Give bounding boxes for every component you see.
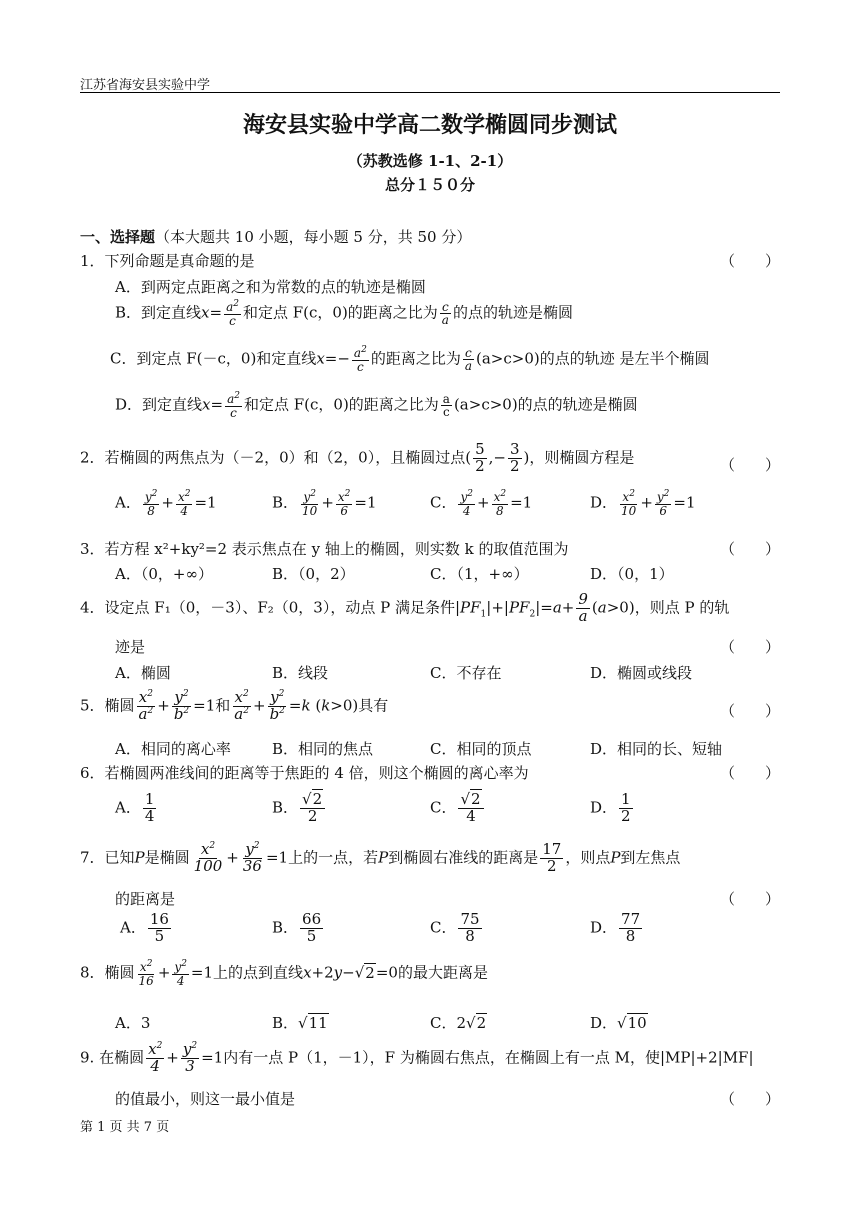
q3-option-d: D．（0，1） — [590, 565, 674, 583]
page-title: 海安县实验中学高二数学椭圆同步测试 — [242, 112, 617, 138]
page-footer: 第 1 页 共 7 页 — [80, 1120, 170, 1135]
q3-option-b: B．（0，2） — [272, 565, 355, 583]
q6-answer-paren[interactable]: （ ） — [720, 764, 781, 782]
q1-option-a: A．到两定点距离之和为常数的点的轨迹是椭圆 — [115, 278, 426, 296]
q1-stem: 1．下列命题是真命题的是 — [80, 252, 255, 270]
q2-option-c: C． $\frac{y^2}{4}$ + $\frac{x^2}{8}$ =1 — [430, 489, 533, 518]
q2-answer-paren[interactable]: （ ） — [720, 456, 781, 474]
header-rule — [80, 92, 780, 93]
q7-stem: 7．已知P是椭圆 $\frac{x^2}{100}$ + $\frac{y^2}{36}$ =1上的一点，若P到椭圆右准线的距离是 $\frac{17}{2}$ ，则点P到左焦点 — [80, 840, 681, 875]
q3-stem: 3．若方程 x²+ky²=2 表示焦点在 y 轴上的椭圆，则实数 k 的取值范围为 — [80, 540, 569, 558]
subtitle-course: （苏教选修 1-1、2-1） — [347, 152, 513, 170]
q6-option-c: C． $\frac{√2}{4}$ — [430, 792, 486, 825]
q1-option-c: C．到定点 F(－c，0)和定直线x=− $\frac{a^2}{c}$ 的距离之比为 $\frac{c}{a}$ (a>c>0)的点的轨迹 是左半个椭圆 — [110, 345, 710, 374]
q5-option-b: B．相同的焦点 — [272, 740, 374, 758]
q3-option-a: A．（0，+∞） — [115, 565, 213, 583]
q4-stem-cont: 迹是 — [115, 638, 146, 656]
q9-stem: 9. 在椭圆 $\frac{x^2}{4}$ + $\frac{y^2}{3}$ =1内有一点 P（1，－1），F 为椭圆右焦点，在椭圆上有一点 M，使|MP|+2|MF| — [80, 1040, 754, 1075]
q6-option-b: B． $\frac{√2}{2}$ — [272, 792, 327, 825]
q1-option-b: B．到定直线x= $\frac{a^2}{c}$ 和定点 F(c，0)的距离之比为 $\frac{c}{a}$ 的点的轨迹是椭圆 — [115, 299, 573, 328]
q5-option-a: A．相同的离心率 — [115, 740, 231, 758]
q2-option-d: D． $\frac{x^2}{10}$ + $\frac{y^2}{6}$ =1 — [590, 489, 696, 518]
q4-stem: 4．设定点 F₁（0，－3）、F₂（0，3），动点 P 满足条件$|PF_1|+|PF_2|=a+$ $\frac{9}{a}$ (a>0)，则点 P 的轨 — [80, 590, 730, 625]
q8-option-a: A．3 — [115, 1014, 151, 1032]
q8-option-b: B．√11 — [272, 1014, 328, 1032]
section-heading: 一、选择题（本大题共 10 小题，每小题 5 分，共 50 分） — [80, 228, 472, 246]
q5-answer-paren[interactable]: （ ） — [720, 702, 781, 720]
q5-stem: 5．椭圆 $\frac{x^2}{a^2}$ + $\frac{y^2}{b^2}$ =1和 $\frac{x^2}{a^2}$ + $\frac{y^2}{b^2}$ =k (k>0)具有 — [80, 688, 389, 723]
q2-option-b: B． $\frac{y^2}{10}$ + $\frac{x^2}{6}$ =1 — [272, 489, 377, 518]
header-school: 江苏省海安县实验中学 — [80, 78, 211, 93]
q4-answer-paren[interactable]: （ ） — [720, 638, 781, 656]
subtitle-score: 总分１５０分 — [384, 176, 475, 194]
q7-option-d: D． $\frac{77}{8}$ — [590, 910, 641, 945]
q3-answer-paren[interactable]: （ ） — [720, 540, 781, 558]
q1-answer-paren[interactable]: （ ） — [720, 252, 781, 270]
q1-option-d: D．到定直线x= $\frac{a^2}{c}$ 和定点 F(c，0)的距离之比为 $\frac{a}{c}$ (a>c>0)的点的轨迹是椭圆 — [115, 391, 638, 420]
q7-option-c: C． $\frac{75}{8}$ — [430, 910, 480, 945]
q2-option-a: A． $\frac{y^2}{8}$ + $\frac{x^2}{4}$ =1 — [115, 489, 217, 518]
q6-option-d: D． $\frac{1}{2}$ — [590, 790, 631, 825]
q7-stem-cont: 的距离是 — [115, 890, 176, 908]
q8-option-c: C．2√2 — [430, 1014, 487, 1032]
q4-option-b: B．线段 — [272, 664, 329, 682]
q9-stem-cont: 的值最小，则这一最小值是 — [115, 1090, 296, 1108]
q8-option-d: D．√10 — [590, 1014, 647, 1032]
q3-option-c: C．（1，+∞） — [430, 565, 529, 583]
q7-option-b: B． $\frac{66}{5}$ — [272, 910, 322, 945]
q6-option-a: A． $\frac{1}{4}$ — [115, 790, 155, 825]
q5-option-c: C．相同的顶点 — [430, 740, 532, 758]
q7-answer-paren[interactable]: （ ） — [720, 890, 781, 908]
q4-option-a: A．椭圆 — [115, 664, 171, 682]
q4-option-c: C．不存在 — [430, 664, 502, 682]
q2-stem: 2．若椭圆的两焦点为（－2，0）和（2，0），且椭圆过点( $\frac{5}{2}$ ,− $\frac{3}{2}$ )，则椭圆方程是 — [80, 440, 635, 475]
q9-answer-paren[interactable]: （ ） — [720, 1090, 781, 1108]
q7-option-a: A． $\frac{16}{5}$ — [120, 910, 169, 945]
q6-stem: 6．若椭圆两准线间的距离等于焦距的 4 倍，则这个椭圆的离心率为 — [80, 764, 529, 782]
q5-option-d: D．相同的长、短轴 — [590, 740, 723, 758]
q8-stem: 8．椭圆 $\frac{x^2}{16}$ + $\frac{y^2}{4}$ =1上的点到直线x+2y−√2=0的最大距离是 — [80, 959, 488, 988]
q4-option-d: D．椭圆或线段 — [590, 664, 693, 682]
